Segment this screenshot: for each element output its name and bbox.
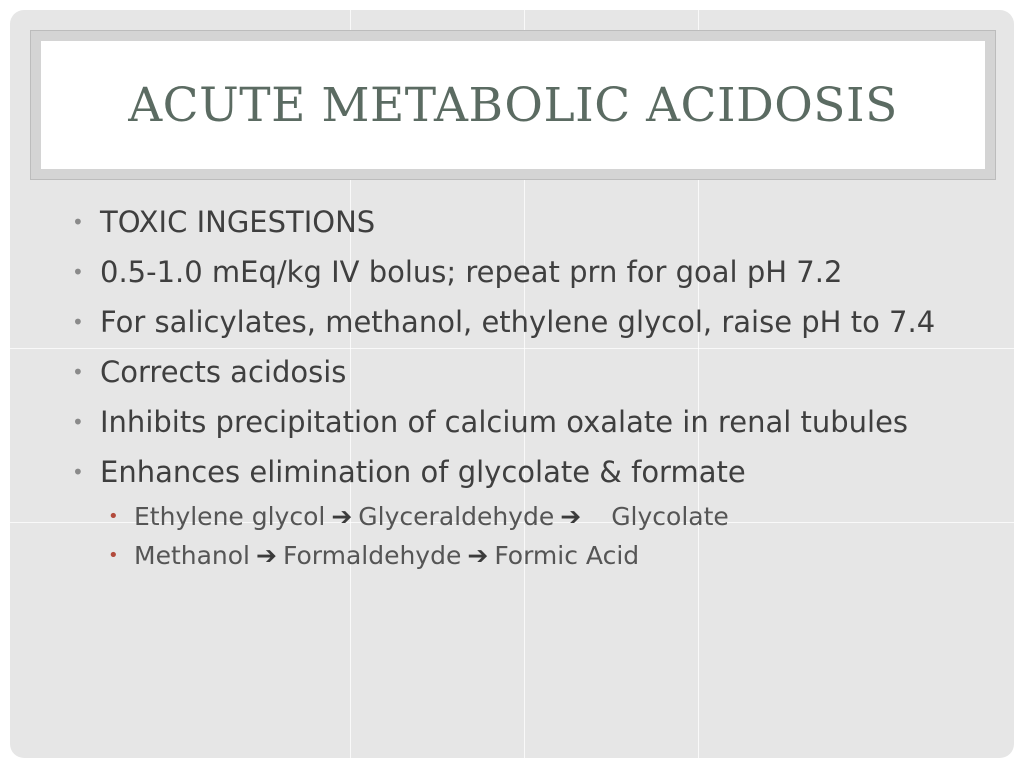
bullet-marker: • — [72, 310, 84, 334]
bullet-marker: • — [72, 460, 84, 484]
bullet-text: Enhances elimination of glycolate & formate — [100, 455, 746, 489]
arrow-right-icon: ➔ — [467, 541, 489, 570]
bullet-text: 0.5-1.0 mEq/kg IV bolus; repeat prn for goal pH 7.2 — [100, 255, 843, 289]
bullet-text: Corrects acidosis — [100, 355, 347, 389]
bullet-item — [72, 402, 972, 442]
arrow-right-icon: ➔ — [331, 502, 353, 531]
bullet-item — [72, 352, 972, 392]
arrow-right-icon: ➔ — [256, 541, 277, 570]
content-list — [72, 202, 972, 580]
bullet-item — [72, 252, 972, 292]
pathway-step: Methanol — [134, 541, 251, 570]
pathway-step: Glycolate — [611, 502, 729, 531]
pathway-step: Ethylene glycol — [134, 502, 326, 531]
bullet-marker: • — [72, 260, 84, 284]
sub-bullet-marker: • — [108, 506, 119, 527]
sub-bullet-marker: • — [108, 545, 119, 566]
bullet-item — [72, 302, 972, 342]
sub-bullet-item — [72, 539, 972, 573]
slide-title: ACUTE METABOLIC ACIDOSIS — [128, 77, 898, 133]
pathway-step: Glyceraldehyde — [358, 502, 555, 531]
slide — [10, 10, 1014, 758]
bullet-item — [72, 202, 972, 242]
bullet-text: TOXIC INGESTIONS — [100, 205, 376, 239]
pathway-step: Formic Acid — [494, 541, 640, 570]
bullet-marker: • — [72, 360, 84, 384]
pathway-step: Formaldehyde — [282, 541, 462, 570]
bullet-text: Inhibits precipitation of calcium oxalate in renal tubules — [100, 405, 909, 439]
bullet-marker: • — [72, 210, 84, 234]
title-frame — [30, 30, 996, 180]
sub-bullet-item — [72, 500, 972, 534]
bullet-text: For salicylates, methanol, ethylene glycol, raise pH to 7.4 — [100, 305, 936, 339]
bullet-marker: • — [72, 410, 84, 434]
title-box — [41, 41, 985, 169]
bullet-item — [72, 452, 972, 492]
arrow-right-icon: ➔ — [560, 502, 582, 531]
